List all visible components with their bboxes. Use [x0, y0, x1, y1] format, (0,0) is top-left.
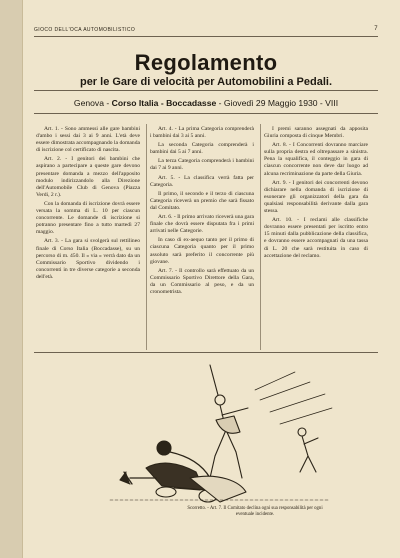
event-city: Genova [73, 98, 105, 108]
running-title: GIOCO DELL'OCA AUTOMOBILISTICO [34, 27, 136, 33]
paragraph: Il primo, il secondo e il terzo di ciascuna Categoria riceverà un premio che sarà fissato dal Comitato. [150, 190, 254, 211]
subtitle-rule [34, 90, 378, 91]
text-column-3 [264, 126, 368, 262]
paragraph: Art. 9. - I genitori dei concorrenti devono dichiarare nella domanda di iscrizione di esonerare gli organizzatori della gara da qualsiasi responsabilità derivante dalla gara stessa. [264, 179, 368, 215]
racing-children-illustration [70, 360, 370, 510]
page-subtitle: per le Gare di velocità per Automobilini a Pedali. [79, 76, 333, 88]
paragraph: Con la domanda di iscrizione dovrà essere versata la somma di L. 10 per ciascun concorrente. Le domande di iscrizione si potranno presentare fino a tutto martedì 27 maggio. [36, 200, 140, 236]
caption-line-1: Scorretto. - Art. 7. Il Comitato declina ogni sua responsabilità per ogni [187, 506, 323, 511]
column-divider [260, 124, 261, 350]
paragraph: Art. 2. - I genitori dei bambini che aspirano a partecipare a queste gare devono presentare domanda a mezzo dell'apposito modulo indirizzandolo alla Direzione dell'Automobile Club di Genova (Piazza Verdi, 2 r.). [36, 156, 140, 198]
paragraph: Art. 10. - I reclami alle classifiche dovranno essere presentati per iscritto entro 15 minuti dalla pubblicazione della classifica, e dovranno essere accompagnati da una tassa di L. 20 che sarà restituita in caso di accettazione del reclamo. [264, 217, 368, 259]
paragraph: Art. 6. - Il primo arrivato riceverà una gara finale che dovrà essere disputata fra i primi arrivati nelle Categorie. [150, 214, 254, 235]
paragraph: Art. 7. - Il controllo sarà effettuato da un Commissario Sportivo Direttore della Gara, da un Commissario al peso, e da un cronometrista. [150, 267, 254, 295]
event-dateline: Genova - Corso Italia - Boccadasse - Giovedì 29 Maggio 1930 - VIII [73, 98, 339, 108]
page-title: Regolamento [134, 50, 278, 75]
body-top-rule [34, 113, 378, 114]
text-column-1 [36, 126, 140, 283]
paragraph: Art. 8. - I Concorrenti dovranno marciare sulla propria destra ed oltrepassare a sinistra. Pena la squalifica, il conteggio in gara di ciascun concorrente non deve dar luogo ad alcuna recriminazione da parte della Giuria. [264, 142, 368, 177]
header-rule [34, 36, 378, 37]
page-binding-edge [0, 0, 23, 558]
text-column-2 [150, 126, 254, 298]
paragraph: In caso di ex-aequo tanto per il primo di ciascuna Categoria quanto per il primo assoluto sarà preferito il concorrente più giovane. [150, 237, 254, 265]
paragraph: La terza Categoria comprenderà i bambini dai 7 ai 9 anni. [150, 158, 254, 172]
paragraph: La seconda Categoria comprenderà i bambini dai 5 ai 7 anni. [150, 142, 254, 156]
running-header [34, 24, 378, 36]
page-number: 7 [374, 26, 378, 32]
column-divider [146, 124, 147, 350]
caption-line-2: eventuale incidente. [235, 512, 275, 517]
body-bottom-rule [34, 352, 378, 353]
event-date: Giovedì 29 Maggio 1930 - VIII [223, 98, 339, 108]
paragraph: Art. 1. - Sono ammessi alle gare bambini d'ambo i sessi dai 3 ai 9 anni. L'età deve essere dimostrata accompagnando la domanda di iscrizione col certificato di nascita. [36, 126, 140, 154]
paragraph: Art. 4. - La prima Categoria comprenderà i bambini dai 3 ai 5 anni. [150, 126, 254, 140]
illustration-caption [170, 506, 340, 518]
event-venue: Corso Italia - Boccadasse [111, 98, 217, 108]
paragraph: I premi saranno assegnati da apposita Giuria composta di cinque Membri. [264, 126, 368, 140]
paragraph: Art. 5. - La classifica verrà fatta per Categoria. [150, 174, 254, 188]
paragraph: Art. 3. - La gara si svolgerà sul rettilineo finale di Corso Italia (Boccadasse), su un percorso di m. 450. Il « via » verrà dato da un Commissario Sportivo dividendo i concorrenti in tre diverse categorie a seconda dell'età. [36, 238, 140, 280]
